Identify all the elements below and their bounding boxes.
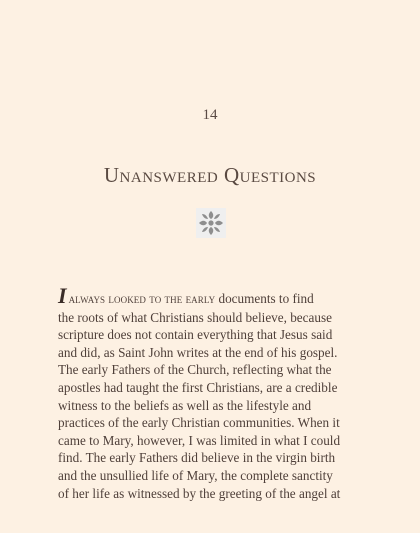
drop-cap: I: [58, 283, 67, 308]
text-line: The early Fathers of the Church, reflecting what the: [58, 362, 332, 378]
chapter-number: 14: [202, 107, 218, 123]
text-line: find. The early Fathers did believe in the virgin birth: [58, 450, 336, 466]
text-line: and did, as Saint John writes at the end of his gospel.: [58, 344, 338, 360]
fleuron-ornament-icon: [196, 208, 226, 238]
text-line: witness to the beliefs as well as the lifestyle and: [58, 397, 312, 413]
chapter-title: Unanswered Questions: [103, 163, 317, 187]
text-line: came to Mary, however, I was limited in what I could: [58, 432, 341, 448]
text-line: practices of the early Christian communities. When it: [58, 415, 340, 431]
first-line: [58, 283, 376, 309]
first-line-rest: documents to find: [215, 291, 314, 306]
text-line: the roots of what Christians should believe, because: [58, 309, 332, 325]
chapter-body-text: [58, 283, 376, 502]
text-line: and the unsullied life of Mary, the complete sanctity: [58, 467, 333, 483]
text-line: scripture does not contain everything that Jesus said: [58, 327, 333, 343]
text-line: of her life as witnessed by the greeting of the angel at: [58, 485, 341, 501]
lead-in-small-caps: always looked to the early: [68, 292, 216, 306]
text-line: apostles had taught the first Christians, are a credible: [58, 379, 338, 395]
